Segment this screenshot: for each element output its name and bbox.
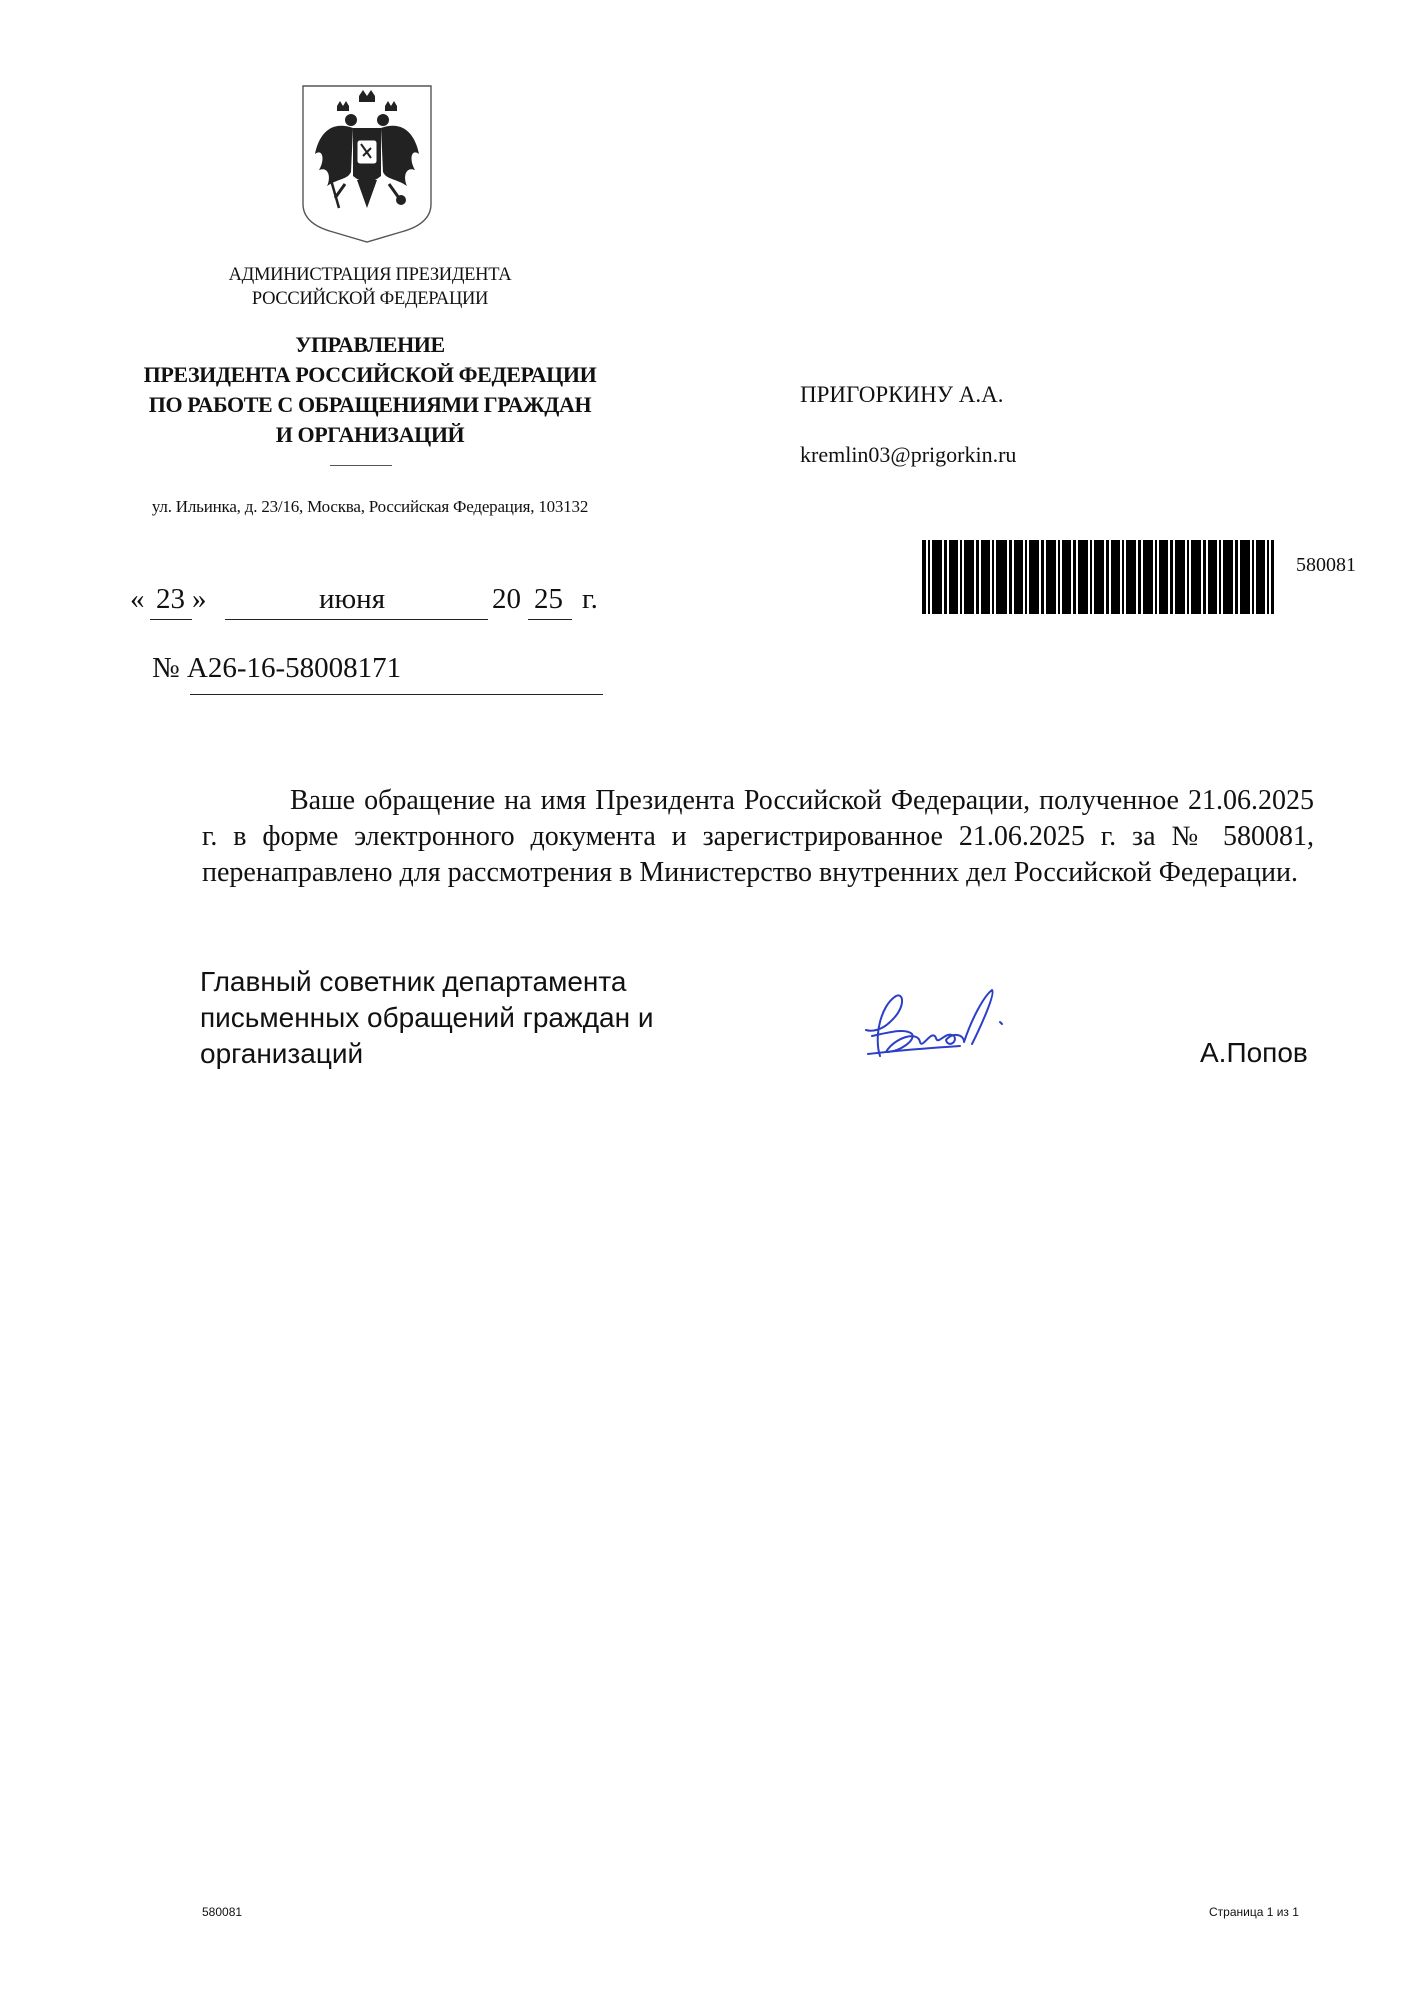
department-address: ул. Ильинка, д. 23/16, Москва, Российская Федерация, 103132 xyxy=(151,497,589,516)
signer-title-line-3: организаций xyxy=(200,1038,364,1069)
russian-coat-of-arms-icon xyxy=(301,84,433,244)
date-year-suffix: 25 xyxy=(534,583,563,615)
administration-name xyxy=(120,263,620,311)
date-close-quote: » xyxy=(192,583,207,615)
registration-number xyxy=(152,652,401,685)
date-day-underline xyxy=(150,619,192,620)
barcode-number: 580081 xyxy=(1296,554,1356,576)
date-day: 23 xyxy=(156,583,185,615)
department-line-1: УПРАВЛЕНИЕ xyxy=(295,332,445,357)
department-line-3: ПО РАБОТЕ С ОБРАЩЕНИЯМИ ГРАЖДАН xyxy=(148,392,592,417)
department-line-4: И ОРГАНИЗАЦИЙ xyxy=(275,422,465,447)
recipient-name: ПРИГОРКИНУ А.А. xyxy=(800,382,1004,407)
date-year-mark: г. xyxy=(582,583,598,615)
document-date xyxy=(130,583,630,623)
recipient-email: kremlin03@prigorkin.ru xyxy=(800,442,1017,467)
registration-value: А26-16-58008171 xyxy=(186,652,402,684)
department-name xyxy=(110,330,630,450)
handwritten-signature xyxy=(860,978,1040,1068)
footer-document-number: 580081 xyxy=(202,1905,243,1919)
letter-body: Ваше обращение на имя Президента Российской Федерации, полученное 21.06.2025 г. в форме электронного документа и зарегистрированное 21.06.2025 г. за № 580081, перенаправлено для рассмотрения в Министерство внутренних дел Российской Федерации. xyxy=(202,785,1314,888)
signer-name: А.Попов xyxy=(1200,1037,1308,1068)
header-divider xyxy=(330,465,392,466)
administration-line-2: РОССИЙСКОЙ ФЕДЕРАЦИИ xyxy=(251,289,489,309)
signer-title-line-2: письменных обращений граждан и xyxy=(200,1002,654,1033)
signer-title xyxy=(200,964,720,1072)
date-open-quote: « xyxy=(130,583,145,615)
footer-page-number: Страница 1 из 1 xyxy=(1209,1905,1299,1919)
registration-prefix: № xyxy=(152,652,180,684)
signer-title-line-1: Главный советник департамента xyxy=(200,966,627,997)
date-month: июня xyxy=(319,583,386,615)
administration-line-1: АДМИНИСТРАЦИЯ ПРЕЗИДЕНТА xyxy=(228,265,512,285)
barcode xyxy=(922,540,1274,614)
date-year-underline xyxy=(528,619,572,620)
date-year-prefix: 20 xyxy=(492,583,521,615)
registration-underline xyxy=(190,694,603,695)
date-month-underline xyxy=(225,619,488,620)
department-line-2: ПРЕЗИДЕНТА РОССИЙСКОЙ ФЕДЕРАЦИИ xyxy=(143,362,597,387)
